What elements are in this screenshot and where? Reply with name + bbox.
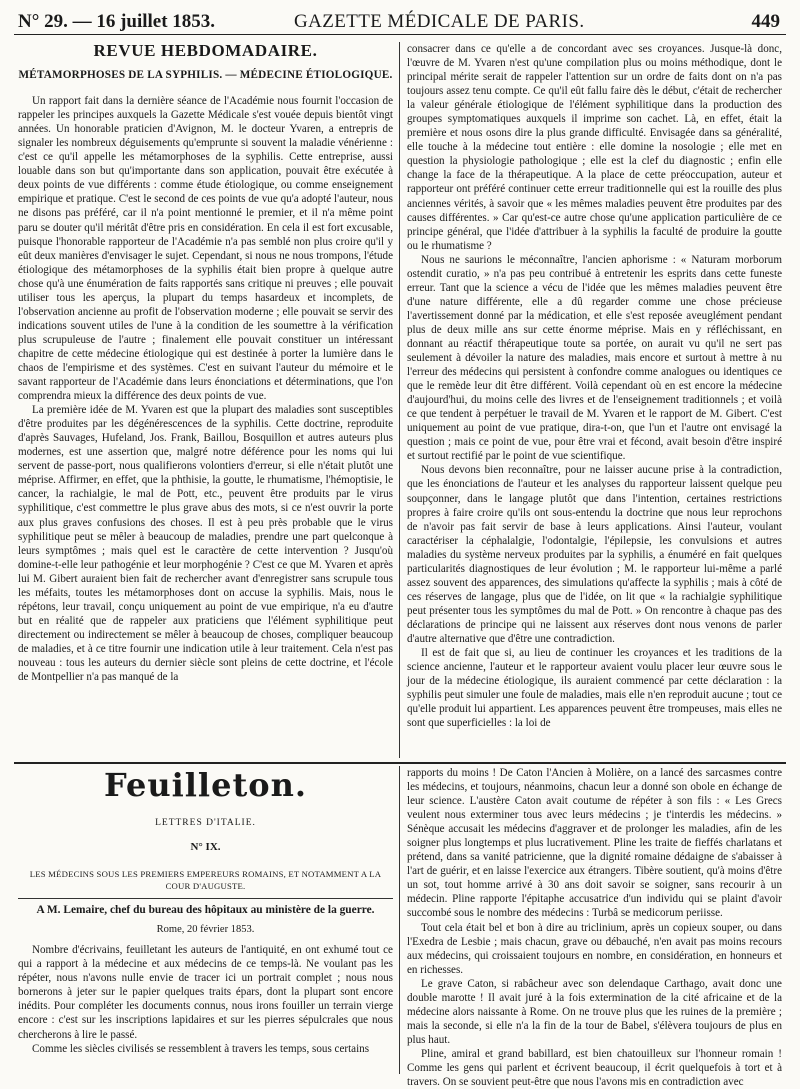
newspaper-title: GAZETTE MÉDICALE DE PARIS.	[294, 11, 585, 32]
feuilleton-divider	[14, 762, 786, 764]
article-paragraph: consacrer dans ce qu'elle a de concordant avec ses croyances. Jusque-là donc, l'œuvre de M. Yvaren n'est qu'une compilation plus ou moins méthodique, dont le principal mérite serait de rappeler l'attention sur un ordre de faits dont on n'a pas toujours assez tenu compte. Ce qu'il eût fallu faire dès le début, c'était de rechercher la valeur générale étiologique de l'élément syphilitique dans la production des groupes symptomatiques auxquels il imprime son cachet. Là, en effet, était la première et nous osons dire la plus grande difficulté. Envisagée dans sa généralité, elle touche à la médecine tout entière : elle domine la nosologie ; elle met en question la physiologie pathologique ; elle est la clef du diagnostic ; enfin elle change la face de la thérapeutique. A la place de cette préoccupation, auteur et rapporteur ont préféré continuer cette erreur traditionnelle qui est la rouille des plus anciennes vérités, à savoir que « les mêmes maladies peuvent être produites par des causes différentes. » Car qu'est-ce autre chose qu'une application particulière de ce principe général, que l'idée d'attribuer à la syphilis la faculté de produire la goutte ou le rhumatisme ?	[407, 43, 782, 252]
issue-number-date: N° 29. — 16 juillet 1853.	[18, 11, 216, 32]
revue-heading: REVUE HEBDOMADAIRE.	[93, 41, 318, 60]
article-paragraph: Nous ne saurions le méconnaître, l'ancien aphorisme : « Naturam morborum ostendit curatio, » n'a pas peu contribué à entretenir les esprits dans cette funeste erreur. Tant que la science a vécu de l'idée que les mêmes maladies peuvent être d'une nature différente, elle a dû regarder comme une chose précieuse l'avertissement donné par la médication, et elle s'est reposée aveuglément pendant plus de deux mille ans sur cette énorme méprise. Mais en y réfléchissant, en donnant au réactif thérapeutique toute sa portée, on aurait vu qu'il ne sert pas seulement à dévoiler la nature des maladies, mais encore et surtout à mettre à nu l'erreur des médecins qui persistent à confondre comme analogues ou identiques ce que le remède leur dit être différent. Voilà cependant où en est encore la médecine d'aujourd'hui, du moins celle des livres et de l'enseignement traditionnels ; et voilà ce que tendent à perpétuer le travail de M. Yvaren et le rapport de M. Gibert. C'est uniquement au point de vue pratique, dira-t-on, que l'un et l'autre ont envisagé la question ; mais ce point de vue, pour être vrai et fécond, avait besoin d'être inspiré et surtout rectifié par le point de vue scientifique.	[407, 253, 782, 463]
article-section-title: MÉTAMORPHOSES DE LA SYPHILIS. — MÉDECINE ÉTIOLOGIQUE.	[18, 69, 393, 82]
page-header	[14, 8, 786, 35]
feuilleton-paragraph: Le grave Caton, si rabâcheur avec son delendaque Carthago, avait donc une double marotte ! Il avait juré à la fois extermination de la cité africaine et de la médecine alors naissante à Rome. On ne trouve plus que les ruines de la première ; mais la seconde, si elle n'a la fin de la tour de Babel, s'élèvera toujours de plus en plus haut.	[407, 977, 782, 1046]
feuilleton-number: N° IX.	[190, 841, 221, 854]
feuilleton-date: Rome, 20 février 1853.	[156, 924, 255, 936]
feuilleton-address: A M. Lemaire, chef du bureau des hôpitaux au ministère de la guerre.	[18, 898, 393, 917]
feuilleton-paragraph: Tout cela était bel et bon à dire au triclinium, après un copieux souper, ou dans l'Exedra de Lesbie ; mais chacun, grave ou débauché, n'en avait pas moins recours aux médecins, qui croissaient toujours en nombre, en considération, en honneurs et en richesses.	[407, 921, 782, 976]
feuilleton-column-left	[18, 766, 393, 1074]
feuilleton-paragraph: Nombre d'écrivains, feuilletant les auteurs de l'antiquité, en ont exhumé tout ce qui a rapport à la médecine et aux médecins de ce temps-là. Ne voulant pas les répéter, nous n'avons nulle envie de tracer ici un portrait complet ; nous nous bornerons à jeter sur le papier quelques traits épars, dont la plupart sont encore inédits. Pour compléter les documents connus, nous irons fouiller un terrain vierge encore : c'est sur les inscriptions lapidaires et sur les pierres sépulcrales que nous chercherons à lire le passé.	[18, 944, 393, 1041]
feuilleton-title: Feuilleton.	[104, 766, 307, 804]
article-column-left	[18, 42, 393, 758]
column-divider	[399, 766, 400, 1074]
article-column-right	[407, 42, 782, 758]
page-number: 449	[751, 11, 780, 32]
article-paragraph: Un rapport fait dans la dernière séance de l'Académie nous fournit l'occasion de rappeler les principes auxquels la Gazette Médicale s'est vouée depuis bientôt vingt années. Un honorable praticien d'Avignon, M. le docteur Yvaren, a entrepris de signaler les nombreux déguisements qu'emprunte si souvent la maladie vénérienne : c'est ce qu'il appelle les métamorphoses de la syphilis. Cette entreprise, aussi louable dans son but qu'importante dans son application, pouvait être exécutée à deux points de vue différents : comme étude étiologique, ou comme enseignement empirique et pratique. C'est le second de ces points de vue qu'a adopté l'auteur, nous ne disons pas préféré, car il n'a point mentionné le premier, et il n'a même point paru se douter qu'il méritât d'être pris en considération. En cela il est fort excusable, puisque l'honorable rapporteur de l'Académie n'a pas semblé non plus croire qu'il y eût deux manières d'envisager le sujet. Cependant, si nous ne nous trompons, l'étude étiologique des métamorphoses de la syphilis était bien propre à quelque autre chose qu'à une énumération de faits rapportés sans critique ni preuves ; elle pouvait utiliser tous les aperçus, la plupart du temps hasardeux et incomplets, de l'observation ancienne au profit de l'observation moderne ; elle pouvait se servir des indications souvent utiles de l'une à la condition de les soumettre à la vérification plus scrupuleuse de l'autre ; finalement elle pouvait constituer un intéressant chapitre de cette médecine étiologique qui est destinée à porter la lumière dans le chaos de l'empirisme et des systèmes. C'est en suivant l'auteur du mémoire et le savant rapporteur de l'Académie dans leurs énonciations et déterminations, que l'on comprendra mieux la différence des deux points de vue.	[18, 95, 393, 403]
article-paragraph: Il est de fait que si, au lieu de continuer les croyances et les traditions de la science ancienne, l'auteur et le rapporteur avaient voulu placer leur œuvre sous le jour de la médecine étiologique, ils auraient commencé par cette déclaration : la syphilis peut simuler une foule de maladies, mais elle n'en reproduit aucune ; tout ce qu'elle produit lui appartient. Les apparences peuvent être trompeuses, mais elles ne sont que superficielles : la loi de	[407, 647, 782, 730]
feuilleton-column-right	[407, 766, 782, 1089]
feuilleton-paragraph: rapports du moins ! De Caton l'Ancien à Molière, on a lancé des sarcasmes contre les médecins, et toujours, néanmoins, chacun leur a donné son obole en échange de leur science. L'austère Caton avait coutume de répéter à son fils : « Les Grecs veulent nous exterminer tous avec leurs médecins ; je t'interdis les médecins. » Sénèque accusait les médecins d'aggraver et de prolonger les maladies, afin de les soigner plus longtemps et plus lucrativement. Pline les traite de fieffés charlatans et prétend, dans sa vanité patricienne, que la dignité romaine dédaigne de s'abaisser à l'art de guérir, et en laisse l'exercice aux étrangers. Tibère soutient, qu'à moins d'être un sot, tout homme arrivé à 30 ans doit savoir se soigner, sans recourir à un médecin. Pline rapporte l'épitaphe accusatrice d'un individu qui se plaint d'avoir succombé sous le nombre des médecins : Turbâ se medicorum periisse.	[407, 767, 782, 920]
article-paragraph: La première idée de M. Yvaren est que la plupart des maladies sont susceptibles d'être produites par les dégénérescences de la syphilis. Cette doctrine, reproduite d'après Sauvages, Hufeland, Jos. Frank, Baillou, Bosquillon et autres auteurs plus modernes, est une assertion que, malgré notre déférence pour les noms qui lui servent de passe-port, nous qualifierons volontiers d'erreur, si elle n'était plutôt une méprise. Affirmer, en effet, que la phthisie, la goutte, le rhumatisme, l'hémoptisie, le cancer, la rachialgie, le mal de Pott, etc., peuvent être produits par le virus syphilitique, c'est commettre le plus grave abus des mots, si ce n'est ouvrir la porte aux plus graves confusions des choses. Il est à peu près probable que le virus syphilitique peut se mêler à beaucoup de maladies, prendre une part quelconque à leurs symptômes ; mais quel est le caractère de cette intervention ? Jusqu'où domine-t-elle leur pathogénie et leur morphogénie ? C'est ce que M. Yvaren et après lui M. Gibert auraient bien fait de rechercher avant d'enregistrer sans scrupule tous les méfaits, toutes les métamorphoses dont on accuse la syphilis. Mais, nous le répétons, leur travail, conçu uniquement au point de vue empirique, n'a eu d'autre but en réalité que de rappeler aux praticiens que l'élément syphilitique peut directement ou indirectement se mêler à beaucoup de choses, compliquer beaucoup de maladies, et à ce titre fournir une indication utile à leur traitement. Cela n'est pas nouveau : tous les auteurs du dernier siècle sont pleins de cette doctrine, et l'école de Montpellier n'a pas manqué de la	[18, 404, 393, 684]
feuilleton-paragraph: Pline, amiral et grand babillard, est bien chatouilleux sur l'honneur romain ! Comme les gens qui parlent et écrivent beaucoup, il écrit quelquefois à tort et à travers. On se souvient peut-être que nous l'avons mis en contradiction avec	[407, 1047, 782, 1089]
article-paragraph: Nous devons bien reconnaître, pour ne laisser aucune prise à la contradiction, que les énonciations de l'auteur et les analyses du rapporteur laissent quelque peu soupçonner, dans le langage plutôt que dans l'intention, certaines restrictions propres à faire croire qu'ils ont sous-entendu la doctrine que nous leur reprochons de n'avoir pas fait servir de base à leurs applications. Ainsi l'auteur, voulant caractériser la céphalalgie, l'odontalgie, l'épilepsie, les convulsions et autres maladies du système nerveux produites par la syphilis, a énuméré en fait quelques particularités diagnostiques de leur évolution ; M. le rapporteur lui-même a parlé assez souvent des apparences, des simulations qu'affecte la syphilis ; mais à côté de ces réserves de langage, plus que de l'idée, on lit que « la rachialgie syphilitique peut présenter tous les symptômes du mal de Pott. » On rencontre à chaque pas des déclarations de principe qui ne laissent aux réserves dont nous venons de parler d'autre alternative que d'être une contradiction.	[407, 464, 782, 645]
feuilleton-series: LETTRES D'ITALIE.	[155, 818, 256, 829]
feuilleton-subtitle: LES MÉDECINS SOUS LES PREMIERS EMPEREURS ROMAINS, ET NOTAMMENT A LA COUR D'AUGUSTE.	[29, 869, 382, 892]
column-divider	[399, 42, 400, 758]
newspaper-page	[14, 8, 786, 1089]
feuilleton-paragraph: Comme les siècles civilisés se ressemblent à travers les temps, sous certains	[32, 1042, 370, 1055]
